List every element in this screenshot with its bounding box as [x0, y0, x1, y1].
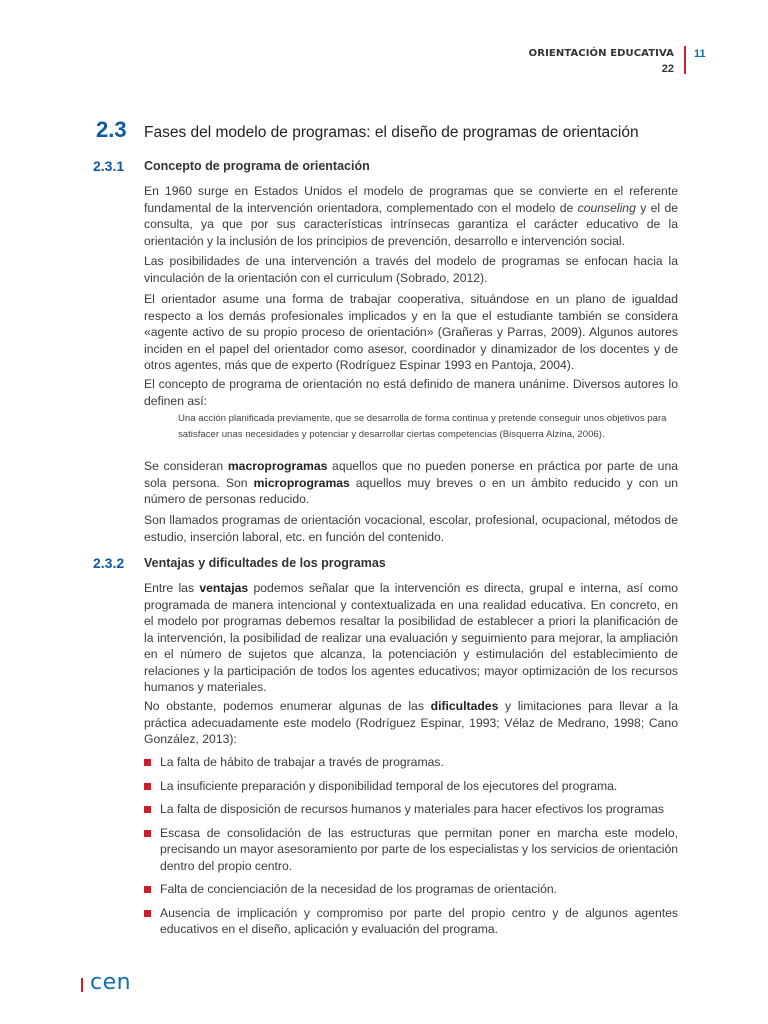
bullet-square-icon	[144, 886, 151, 893]
bullet-square-icon	[144, 830, 151, 837]
list-item-text: Ausencia de implicación y compromiso por parte del propio centro y de algunos agentes educativos en el diseño, aplicación y evaluación del programa.	[160, 905, 678, 936]
footer-divider	[81, 978, 83, 992]
paragraph-1	[144, 183, 678, 249]
text-run: y el de consulta, ya que por sus características intrínsecas garantiza el carácter educativo de la orientación y la inclusión de los principios de prevención, desarrollo e intervención social.	[144, 200, 679, 248]
subsection-number: 2.3.2	[93, 555, 125, 571]
running-head	[0, 44, 768, 84]
list-item-text: Falta de concienciación de la necesidad de los programas de orientación.	[160, 882, 558, 896]
paragraph-8	[144, 698, 678, 748]
bullet-square-icon	[144, 783, 151, 790]
list-item	[144, 754, 678, 771]
subsection-number: 2.3.1	[93, 158, 125, 174]
emphasis: counseling	[577, 200, 636, 215]
bullet-square-icon	[144, 910, 151, 917]
running-head-subnumber: 22	[661, 63, 674, 75]
text-run: aquellos muy breves o en un ámbito reducido y con un número de personas reducido.	[144, 475, 678, 507]
running-head-divider	[684, 46, 686, 74]
section-title: Fases del modelo de programas: el diseño de programas de orientación	[144, 124, 639, 141]
paragraph-2: Las posibilidades de una intervención a través del modelo de programas se enfocan hacia la vinculación de la orientación con el curriculum (Sobrado, 2012).	[144, 254, 678, 285]
cen-logo: cen	[90, 970, 132, 995]
text-run: En 1960 surge en Estados Unidos el modelo de programas que se convierte en el referente fundamental de la intervención orientadora, complementado con el modelo de	[144, 184, 678, 215]
running-head-title: ORIENTACIÓN EDUCATIVA	[528, 48, 674, 59]
bullet-square-icon	[144, 759, 151, 766]
paragraph-6: Son llamados programas de orientación vocacional, escolar, profesional, ocupacional, métodos de estudio, inserción laboral, etc. en función del contenido.	[144, 513, 678, 544]
text-run: podemos señalar que la intervención es directa, grupal e interna, así como programada de manera intencional y contextualizada en una realidad educativa. En concreto, en el modelo por programas debemos resaltar la posibilidad de establecer a priori la planificación de la intervención, la posibilidad de realizar una evaluación y seguimiento para mejorar, la ampliación en el número de sujetos que alcanza, la potenciación y estimulación del establecimiento de relaciones y la participación de todos los agentes educativos; mayor optimización de los recursos humanos y materiales.	[144, 581, 678, 695]
bold-term: dificultades	[430, 699, 499, 714]
text-run: Se consideran	[144, 459, 228, 474]
text-run: Entre las	[144, 581, 200, 596]
text-run: No obstante, podemos enumerar algunas de las	[144, 699, 431, 714]
paragraph-4: El concepto de programa de orientación no está definido de manera unánime. Diversos autores lo definen así:	[144, 377, 678, 408]
list-item-text: La falta de hábito de trabajar a través de programas.	[160, 755, 444, 769]
list-item	[144, 801, 678, 818]
list-item	[144, 778, 678, 795]
bold-term: ventajas	[199, 581, 249, 596]
list-item-text: Escasa de consolidación de las estructuras que permitan poner en marcha este modelo, precisando un mayor asesoramiento por parte de los especialistas y los servicios de orientación dentro del propio centro.	[160, 825, 678, 873]
bullet-square-icon	[144, 806, 151, 813]
page-number: 11	[694, 48, 706, 60]
bold-term: microprogramas	[253, 475, 350, 490]
subsection-title: Ventajas y dificultades de los programas	[144, 556, 386, 570]
list-item-text: La insuficiente preparación y disponibilidad temporal de los ejecutores del programa.	[160, 778, 618, 793]
text-run: y limitaciones para llevar a la práctica adecuadamente este modelo (Rodríguez Espinar, 1993; Vélaz de Medrano, 1998; Cano González, 2013):	[144, 699, 678, 747]
difficulties-list	[144, 754, 678, 945]
list-item-text: La falta de disposición de recursos humanos y materiales para hacer efectivos los programas	[160, 802, 665, 816]
list-item	[144, 881, 678, 898]
subsection-title: Concepto de programa de orientación	[144, 159, 370, 173]
paragraph-3: El orientador asume una forma de trabajar cooperativa, situándose en un plano de igualdad respecto a los demás profesionales implicados y en la que el estudiante también se considera «agente activo de su propio proceso de orientación» (Grañeras y Parras, 2009). Algunos autores inciden en el papel del orientador como asesor, coordinador y dinamizador de los docentes y de otros agentes, más que de experto (Rodríguez Espinar 1993 en Pantoja, 2004).	[144, 292, 678, 373]
bold-term: macroprogramas	[227, 459, 328, 474]
section-number: 2.3	[96, 117, 127, 142]
list-item	[144, 825, 678, 875]
block-quote: Una acción planificada previamente, que se desarrolla de forma continua y pretende conseguir unos objetivos para satisfacer unas necesidades y potenciar y desarrollar ciertas competencias (Bisquerra Alzina, 2006).	[178, 412, 667, 441]
list-item	[144, 905, 678, 938]
paragraph-5	[144, 458, 678, 508]
paragraph-7	[144, 580, 678, 696]
text-run: aquellos que no pueden ponerse en práctica por parte de una sola persona. Son	[144, 459, 678, 490]
